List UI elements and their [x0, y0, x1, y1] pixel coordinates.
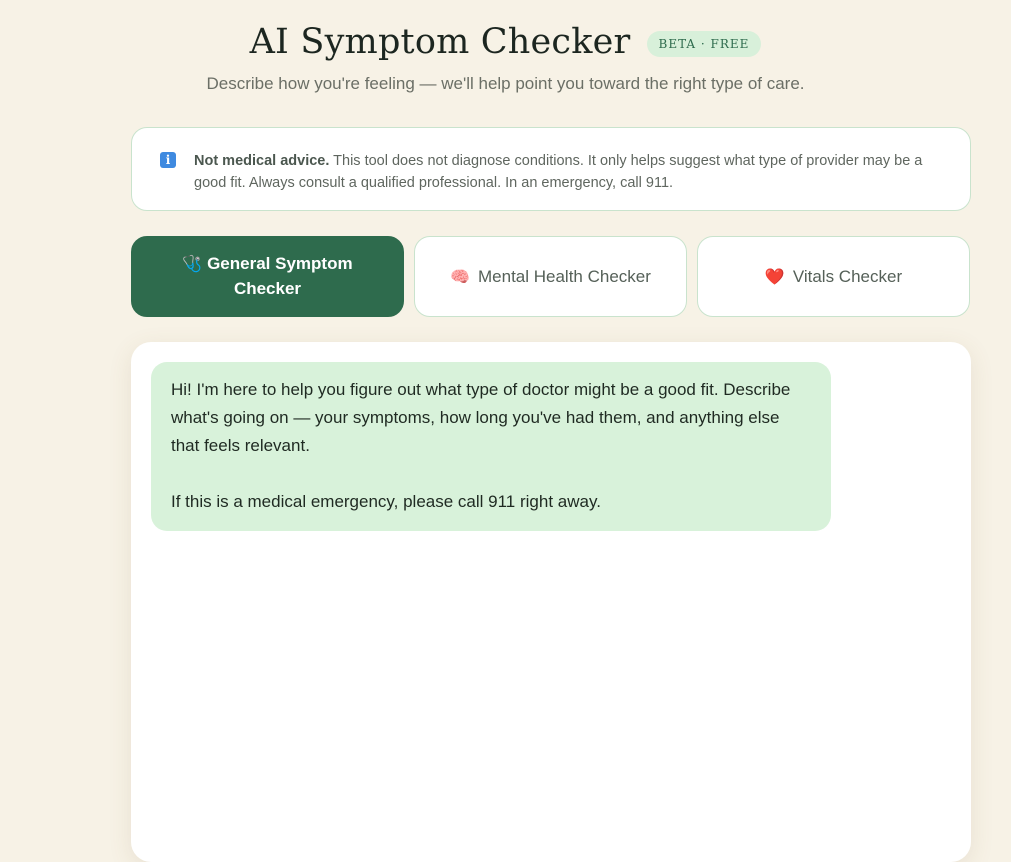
page-subtitle: Describe how you're feeling — we'll help point you toward the right type of care. — [206, 74, 805, 93]
title-row — [0, 22, 1011, 62]
checker-tabs — [131, 236, 971, 317]
message-paragraph: Hi! I'm here to help you figure out what type of doctor might be a good fit. Describe what's going on — your symptoms, how long you've had them, and anything else that feels relevant. — [171, 380, 791, 455]
chat-panel — [131, 342, 971, 862]
disclaimer-bold: Not medical advice. — [194, 153, 330, 169]
tab-vitals-checker[interactable] — [697, 236, 970, 317]
page-header — [0, 0, 1011, 110]
disclaimer-notice — [131, 127, 971, 211]
tab-label: Mental Health Checker — [478, 266, 651, 286]
tab-label-line2: Checker — [233, 279, 302, 298]
beta-badge: BETA · FREE — [647, 31, 762, 57]
page-title: AI Symptom Checker — [249, 22, 631, 62]
tab-mental-health-checker[interactable] — [414, 236, 687, 317]
assistant-message — [151, 362, 831, 531]
tab-label: Vitals Checker — [792, 266, 903, 286]
tab-label-line1: General Symptom — [207, 254, 353, 273]
brain-icon: 🧠 — [450, 268, 470, 286]
tab-general-symptom-checker[interactable] — [131, 236, 404, 317]
info-icon: i — [160, 152, 176, 168]
stethoscope-icon: 🩺 — [182, 256, 203, 273]
heart-icon: ❤️ — [764, 268, 785, 286]
disclaimer-text — [194, 150, 940, 210]
message-paragraph: If this is a medical emergency, please call 911 right away. — [171, 492, 601, 511]
disclaimer-body: This tool does not diagnose conditions. It only helps suggest what type of provider may be a good fit. Always consult a qualified professional. In an emergency, call 911. — [194, 153, 923, 191]
